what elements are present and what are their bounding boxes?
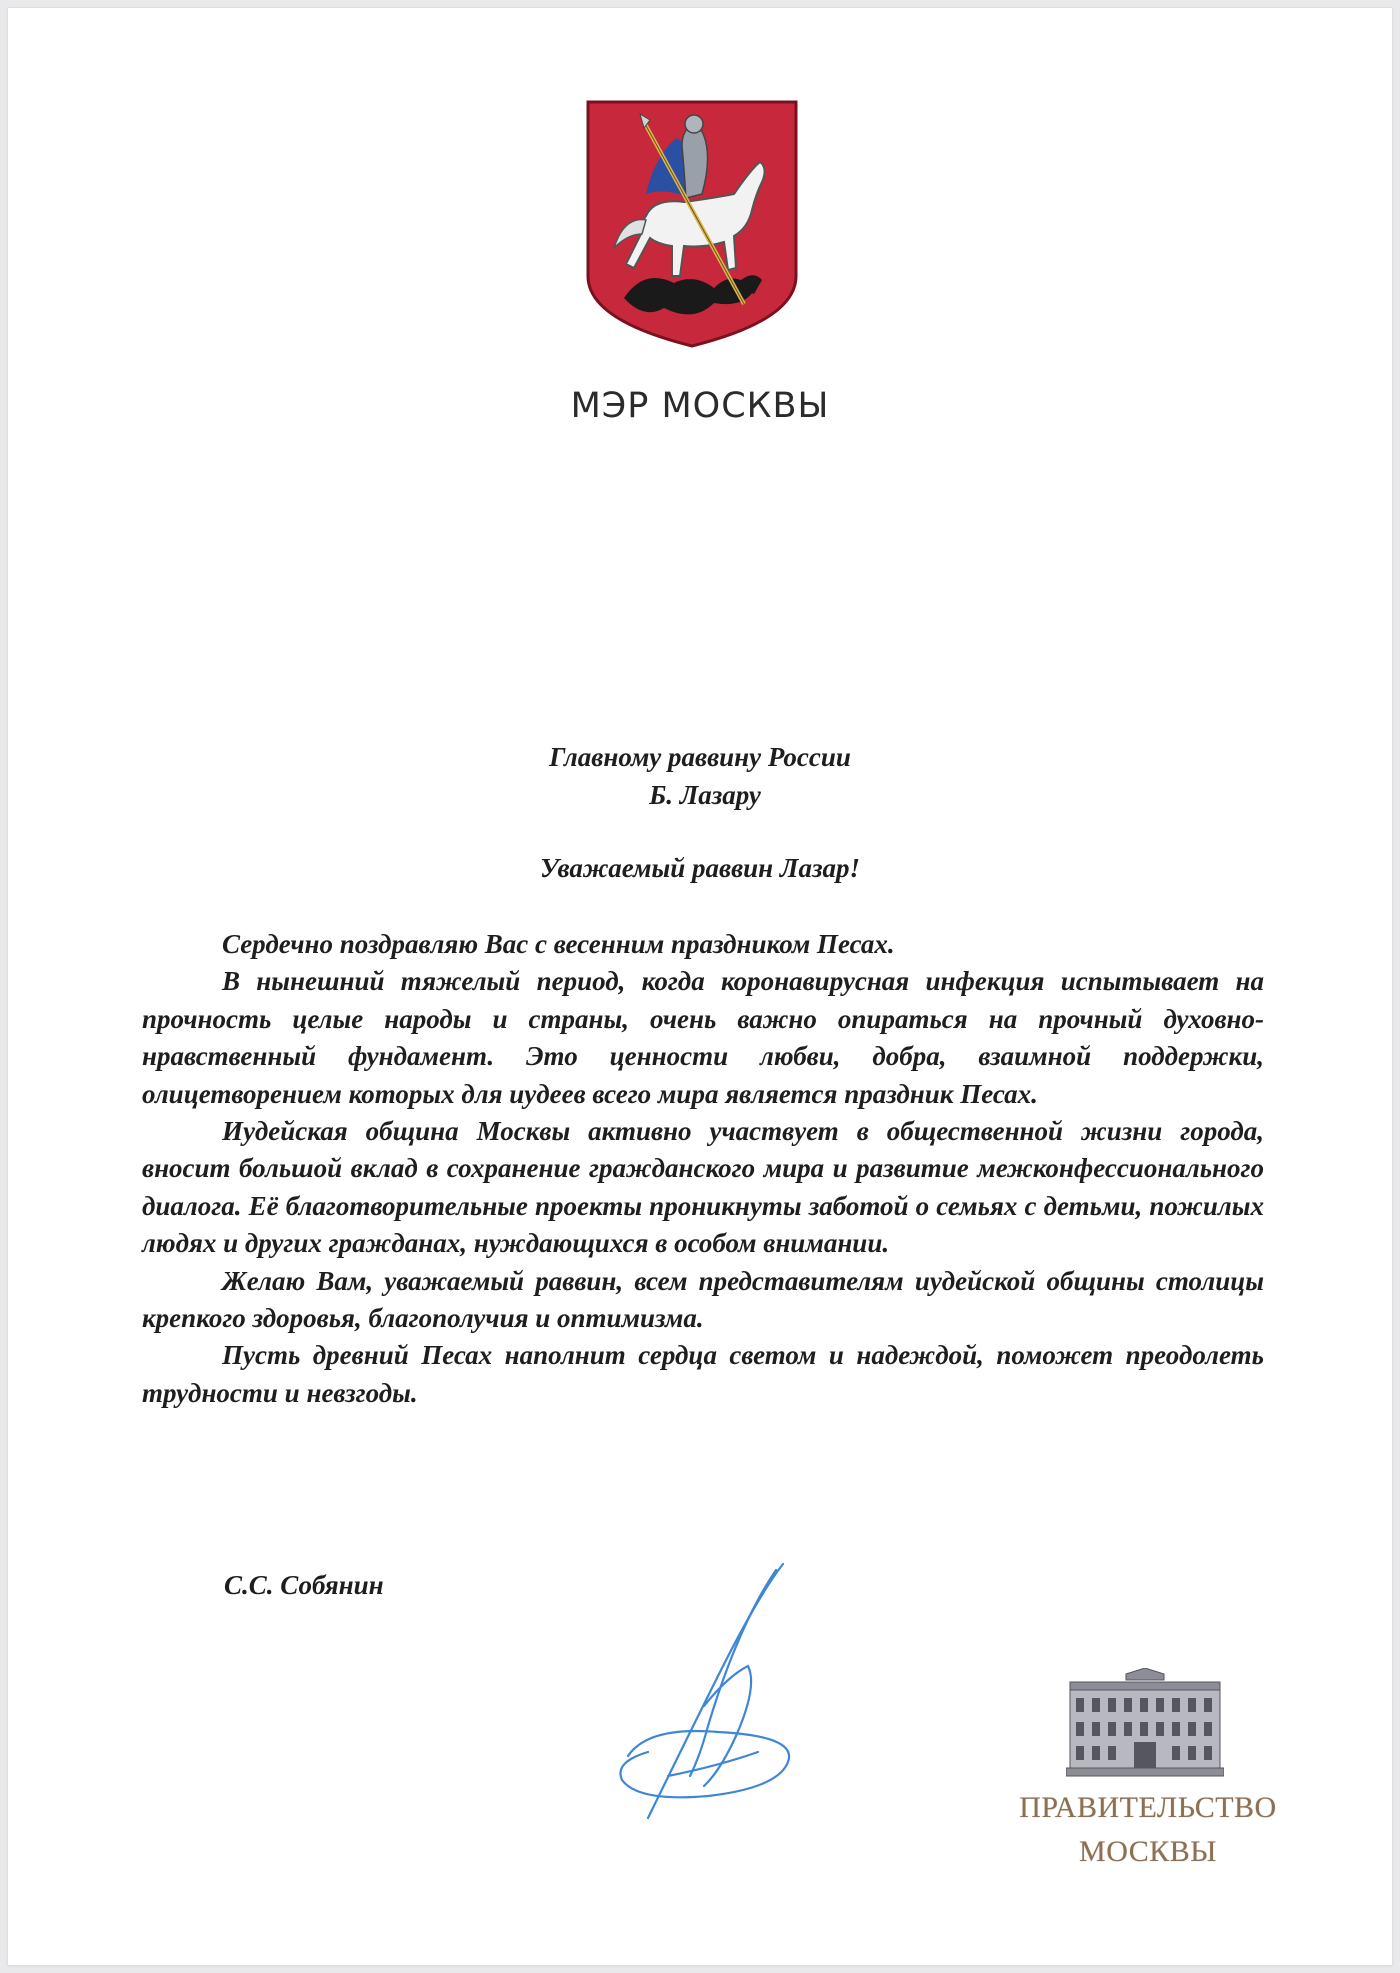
government-seal-line: ПРАВИТЕЛЬСТВО [1019, 1791, 1277, 1824]
recipient-line: Главному раввину России [549, 742, 851, 772]
government-building-icon [1066, 1668, 1224, 1778]
letter-page [8, 8, 1392, 1965]
moscow-coat-of-arms-icon [584, 98, 800, 350]
body-paragraph: Пусть древний Песах наполнит сердца светом и надеждой, поможет преодолеть трудности и невзгоды. [142, 1340, 1264, 1408]
recipient-block [8, 738, 1392, 814]
signatory-name: С.С. Собянин [224, 1570, 384, 1600]
body-paragraph: Сердечно поздравляю Вас с весенним праздником Песах. [222, 929, 895, 959]
letterhead-title: МЭР МОСКВЫ [570, 386, 830, 426]
government-seal-text [998, 1786, 1298, 1874]
body-paragraph: Желаю Вам, уважаемый раввин, всем представителям иудейской общины столицы крепкого здоровья, благополучия и оптимизма. [142, 1265, 1264, 1334]
letter-body [142, 926, 1264, 1412]
body-paragraph: Иудейская община Москвы активно участвует в общественной жизни города, вносит большой вклад в сохранение гражданского мира и развитие межконфессионального диалога. Её благотворительные проекты проникнуты заботой о семьях с детьми, пожилых людях и других гражданах, нуждающихся в особом внимании. [142, 1116, 1264, 1259]
government-seal-line: МОСКВЫ [1079, 1835, 1217, 1868]
salutation: Уважаемый раввин Лазар! [539, 853, 860, 883]
body-paragraph: В нынешний тяжелый период, когда коронавирусная инфекция испытывает на прочность целые народы и страны, очень важно опираться на прочный духовно-нравственный фундамент. Это ценности любви, добра, взаимной поддержки, олицетворением которых для иудеев всего мира является праздник Песах. [142, 966, 1264, 1109]
recipient-name: Б. Лазару [649, 780, 761, 810]
handwritten-signature-icon [608, 1556, 808, 1831]
